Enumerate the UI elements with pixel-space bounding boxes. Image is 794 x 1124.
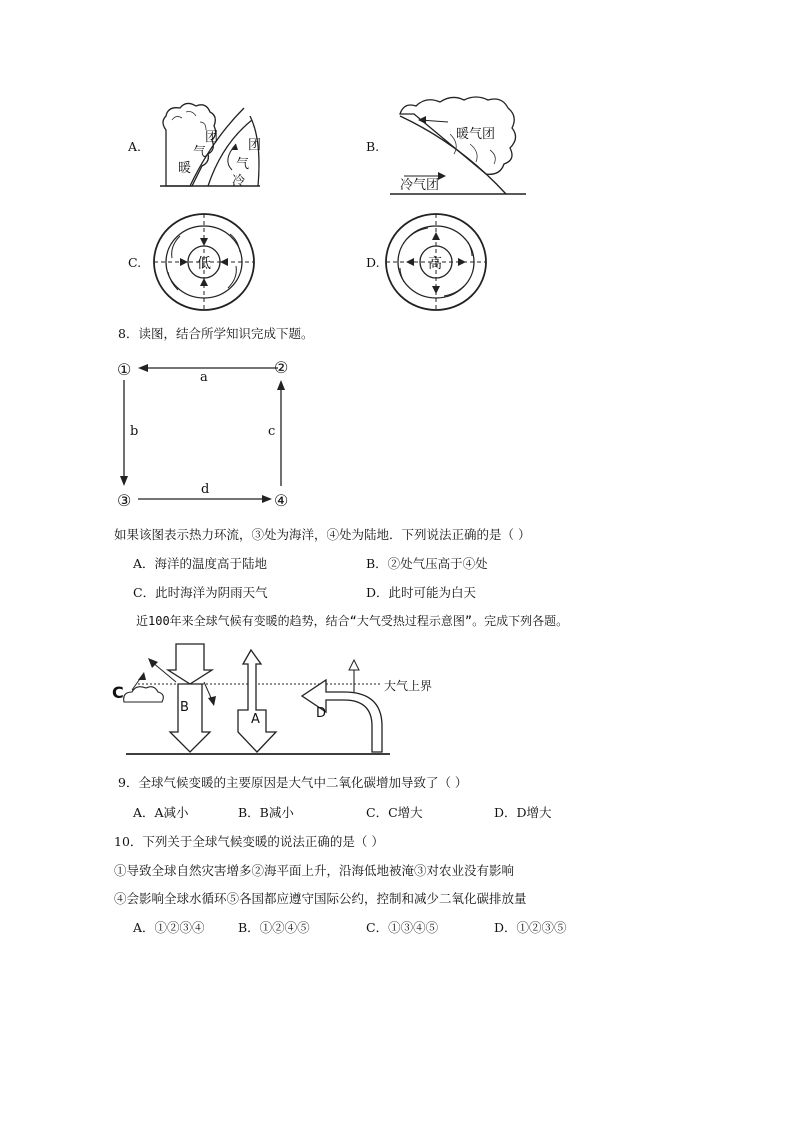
- q8-stem: 如果该图表示热力环流，③处为海洋，④处为陆地．下列说法正确的是（ ）: [114, 527, 531, 542]
- option-a-warm: 暖: [178, 161, 192, 176]
- option-a-tuan-left: 团: [205, 130, 219, 145]
- q8-prompt: 8．读图，结合所学知识完成下题。: [118, 326, 314, 341]
- q10-option-d[interactable]: D．①②③⑤: [494, 920, 567, 935]
- node-1: ①: [117, 360, 132, 379]
- option-a-qi-left: 气: [193, 145, 207, 160]
- label-a: A: [251, 712, 260, 727]
- q10-option-c[interactable]: C．①③④⑤: [366, 920, 439, 935]
- q9-option-c[interactable]: C．C增大: [366, 805, 423, 820]
- q10-statement-line2: ④会影响全球水循环⑤各国都应遵守国际公约，控制和减少二氧化碳排放量: [114, 891, 527, 906]
- option-a-label: A.: [128, 139, 142, 154]
- label-c: C: [112, 683, 124, 702]
- option-d-label: D.: [366, 255, 380, 270]
- option-c-center: 低: [197, 256, 211, 272]
- option-a-qi-right: 气: [236, 157, 250, 172]
- node-4: ④: [274, 491, 289, 510]
- q9-option-a[interactable]: A．A减小: [133, 805, 189, 820]
- option-d-center: 高: [428, 256, 442, 272]
- edge-c-label: c: [268, 424, 276, 439]
- q8-option-c[interactable]: C．此时海洋为阴雨天气: [133, 585, 268, 600]
- option-b-warm-mass: 暖气团: [456, 127, 496, 142]
- edge-d-label: d: [201, 482, 210, 497]
- node-2: ②: [274, 358, 289, 377]
- atmosphere-top-label: 大气上界: [384, 679, 433, 693]
- option-a-cold: 冷: [232, 174, 246, 189]
- q10-stem: 10．下列关于全球气候变暖的说法正确的是（ ）: [114, 834, 384, 849]
- option-c-label: C.: [128, 255, 142, 270]
- q8-option-b[interactable]: B．②处气压高于④处: [366, 556, 488, 571]
- q10-option-b[interactable]: B．①②④⑤: [238, 920, 310, 935]
- label-b: B: [180, 700, 189, 715]
- arrow-b: [168, 644, 212, 684]
- option-b-cold-mass: 冷气团: [400, 178, 440, 193]
- q9-option-d[interactable]: D．D增大: [494, 805, 552, 820]
- option-b-label: B.: [366, 139, 380, 154]
- section-intro: 近100年来全球气候有变暖的趋势，结合“大气受热过程示意图”。完成下列各题。: [136, 614, 569, 628]
- q9-stem: 9．全球气候变暖的主要原因是大气中二氧化碳增加导致了（ ）: [118, 775, 468, 790]
- edge-a-label: a: [200, 370, 208, 385]
- q10-option-a[interactable]: A．①②③④: [133, 920, 205, 935]
- q10-statement-line1: ①导致全球自然灾害增多②海平面上升，沿海低地被淹③对农业没有影响: [114, 863, 515, 878]
- q8-option-d[interactable]: D．此时可能为白天: [366, 585, 477, 600]
- option-a-tuan-right: 团: [248, 138, 262, 153]
- q8-option-a[interactable]: A．海洋的温度高于陆地: [133, 556, 268, 571]
- arrow-d: [302, 680, 382, 752]
- atmosphere-heating-diagram: [108, 640, 458, 760]
- node-3: ③: [117, 491, 132, 510]
- edge-b-label: b: [130, 424, 139, 439]
- q9-option-b[interactable]: B．B减小: [238, 805, 294, 820]
- label-d: D: [316, 706, 327, 721]
